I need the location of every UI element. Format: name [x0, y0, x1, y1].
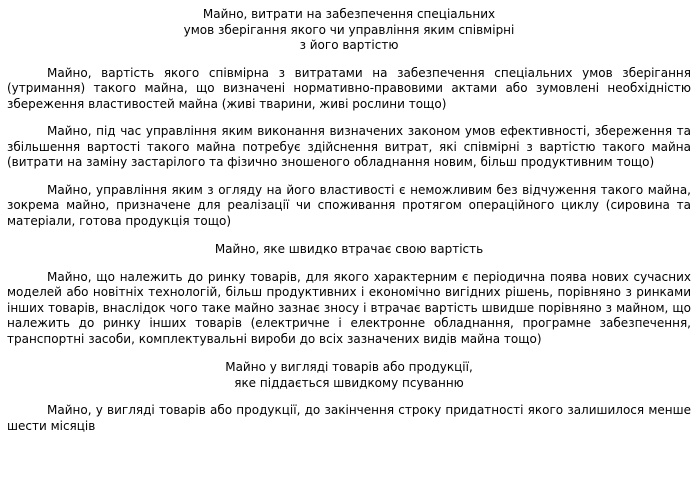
- paragraph-expiry-under-six-months: Майно, у вигляді товарів або продукції, до закінчення строку придатності якого залишилося менше шести місяців: [7, 403, 691, 433]
- paragraph-management-expense-commensurate: Майно, під час управління яким виконання визначених законом умов ефективності, збереження та збільшення вартості такого майна потребує здійснення витрат, які співмірні з вартістю такого майна (витрати на заміну застарілого та фізично зношеного обладнання новим, більш продуктивним тощо): [7, 124, 691, 169]
- heading-line: Майно у вигляді товарів або продукції,: [225, 360, 473, 374]
- heading-line: яке піддається швидкому псуванню: [234, 375, 464, 390]
- section-heading-perishable-goods: [7, 360, 691, 391]
- section-heading-rapid-value-loss: [7, 242, 691, 258]
- heading-line: з його вартістю: [299, 38, 399, 52]
- section-heading-storage-management-costs: [7, 7, 691, 54]
- heading-line: Майно, яке швидко втрачає свою вартість: [214, 242, 484, 256]
- paragraph-market-obsolescence: Майно, що належить до ринку товарів, для якого характерним є періодична поява нових сучасних моделей або новітніх технологій, більш продуктивних і економічно вигідних рішень, порівняно з ринками інших товарів, внаслідок чого таке майно зазнає зносу і втрачає вартість швидше порівняно з майном, що належить до ринку інших товарів (електричне і електронне обладнання, програмне забезпечення, транспортні засоби, комплектувальні вироби до всіх зазначених видів майна тощо): [7, 269, 691, 346]
- heading-line: Майно, витрати на забезпечення спеціальних: [202, 7, 496, 21]
- heading-line: умов зберігання якого чи управління яким співмірні: [183, 22, 515, 37]
- paragraph-storage-cost-commensurate: Майно, вартість якого співмірна з витратами на забезпечення спеціальних умов зберігання (утримання) такого майна, що визначені нормативно-правовими актами або зумовлені необхідністю збереження властивостей майна (живі тварини, живі рослини тощо): [7, 65, 691, 111]
- paragraph-management-requires-alienation: Майно, управління яким з огляду на його властивості є неможливим без відчуження такого майна, зокрема майно, призначене для реалізації чи споживання протягом операційного циклу (сировина та матеріали, готова продукція тощо): [7, 182, 691, 228]
